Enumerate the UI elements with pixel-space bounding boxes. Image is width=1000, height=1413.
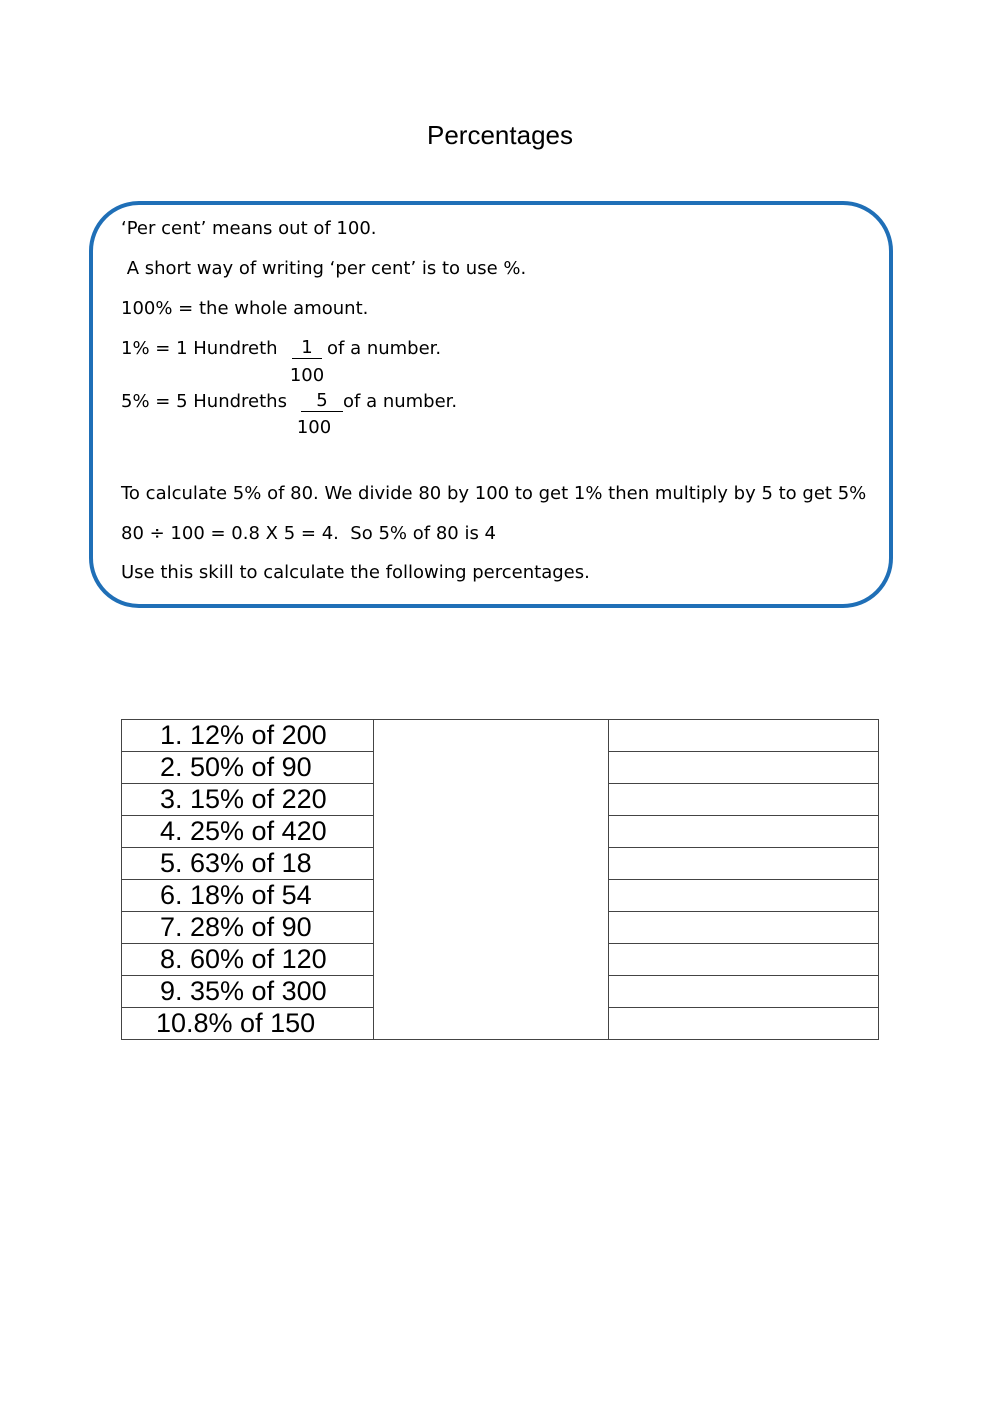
question-text: 2. 50% of 90 [160,752,312,782]
info-line-8: Use this skill to calculate the following percentages. [121,562,590,583]
question-text: 7. 28% of 90 [160,912,312,942]
answer-cell[interactable] [609,1008,879,1040]
info-line-4-prefix: 1% = 1 Hundreth [121,338,278,359]
info-line-4-suffix: of a number. [327,338,442,359]
question-text: 6. 18% of 54 [160,880,312,910]
working-cell[interactable] [374,720,609,1040]
fraction-2-denominator: 100 [296,417,332,438]
answer-cell[interactable] [609,944,879,976]
answer-cell[interactable] [609,976,879,1008]
question-cell [122,720,374,752]
answer-cell[interactable] [609,720,879,752]
question-cell [122,880,374,912]
info-line-3: 100% = the whole amount. [121,298,369,319]
page-title: Percentages [427,120,573,150]
question-row [122,720,879,752]
fraction-1-numerator: 1 [292,338,322,359]
answer-cell[interactable] [609,784,879,816]
question-text: 10.8% of 150 [156,1008,316,1038]
question-text: 4. 25% of 420 [160,816,327,846]
question-cell [122,752,374,784]
question-text: 5. 63% of 18 [160,848,312,878]
question-text: 9. 35% of 300 [160,976,327,1006]
question-cell [122,944,374,976]
fraction-1-denominator: 100 [289,365,325,386]
info-line-5-suffix: of a number. [343,391,458,412]
answer-cell[interactable] [609,816,879,848]
answer-cell[interactable] [609,912,879,944]
answer-cell[interactable] [609,880,879,912]
question-cell [122,912,374,944]
question-text: 8. 60% of 120 [160,944,327,974]
question-cell [122,816,374,848]
question-cell [122,848,374,880]
answer-cell[interactable] [609,848,879,880]
info-line-7: 80 ÷ 100 = 0.8 X 5 = 4. So 5% of 80 is 4 [121,523,496,544]
question-cell [122,784,374,816]
question-text: 3. 15% of 220 [160,784,327,814]
answer-cell[interactable] [609,752,879,784]
info-line-1: ‘Per cent’ means out of 100. [121,218,377,239]
info-line-2: A short way of writing ‘per cent’ is to use %. [121,258,527,279]
fraction-2-numerator: 5 [301,391,343,412]
question-cell [122,976,374,1008]
info-line-5-prefix: 5% = 5 Hundreths [121,391,287,412]
question-text: 1. 12% of 200 [160,720,327,750]
question-cell [122,1008,374,1040]
questions-table [121,719,879,1040]
info-line-6: To calculate 5% of 80. We divide 80 by 100 to get 1% then multiply by 5 to get 5% [121,483,867,504]
